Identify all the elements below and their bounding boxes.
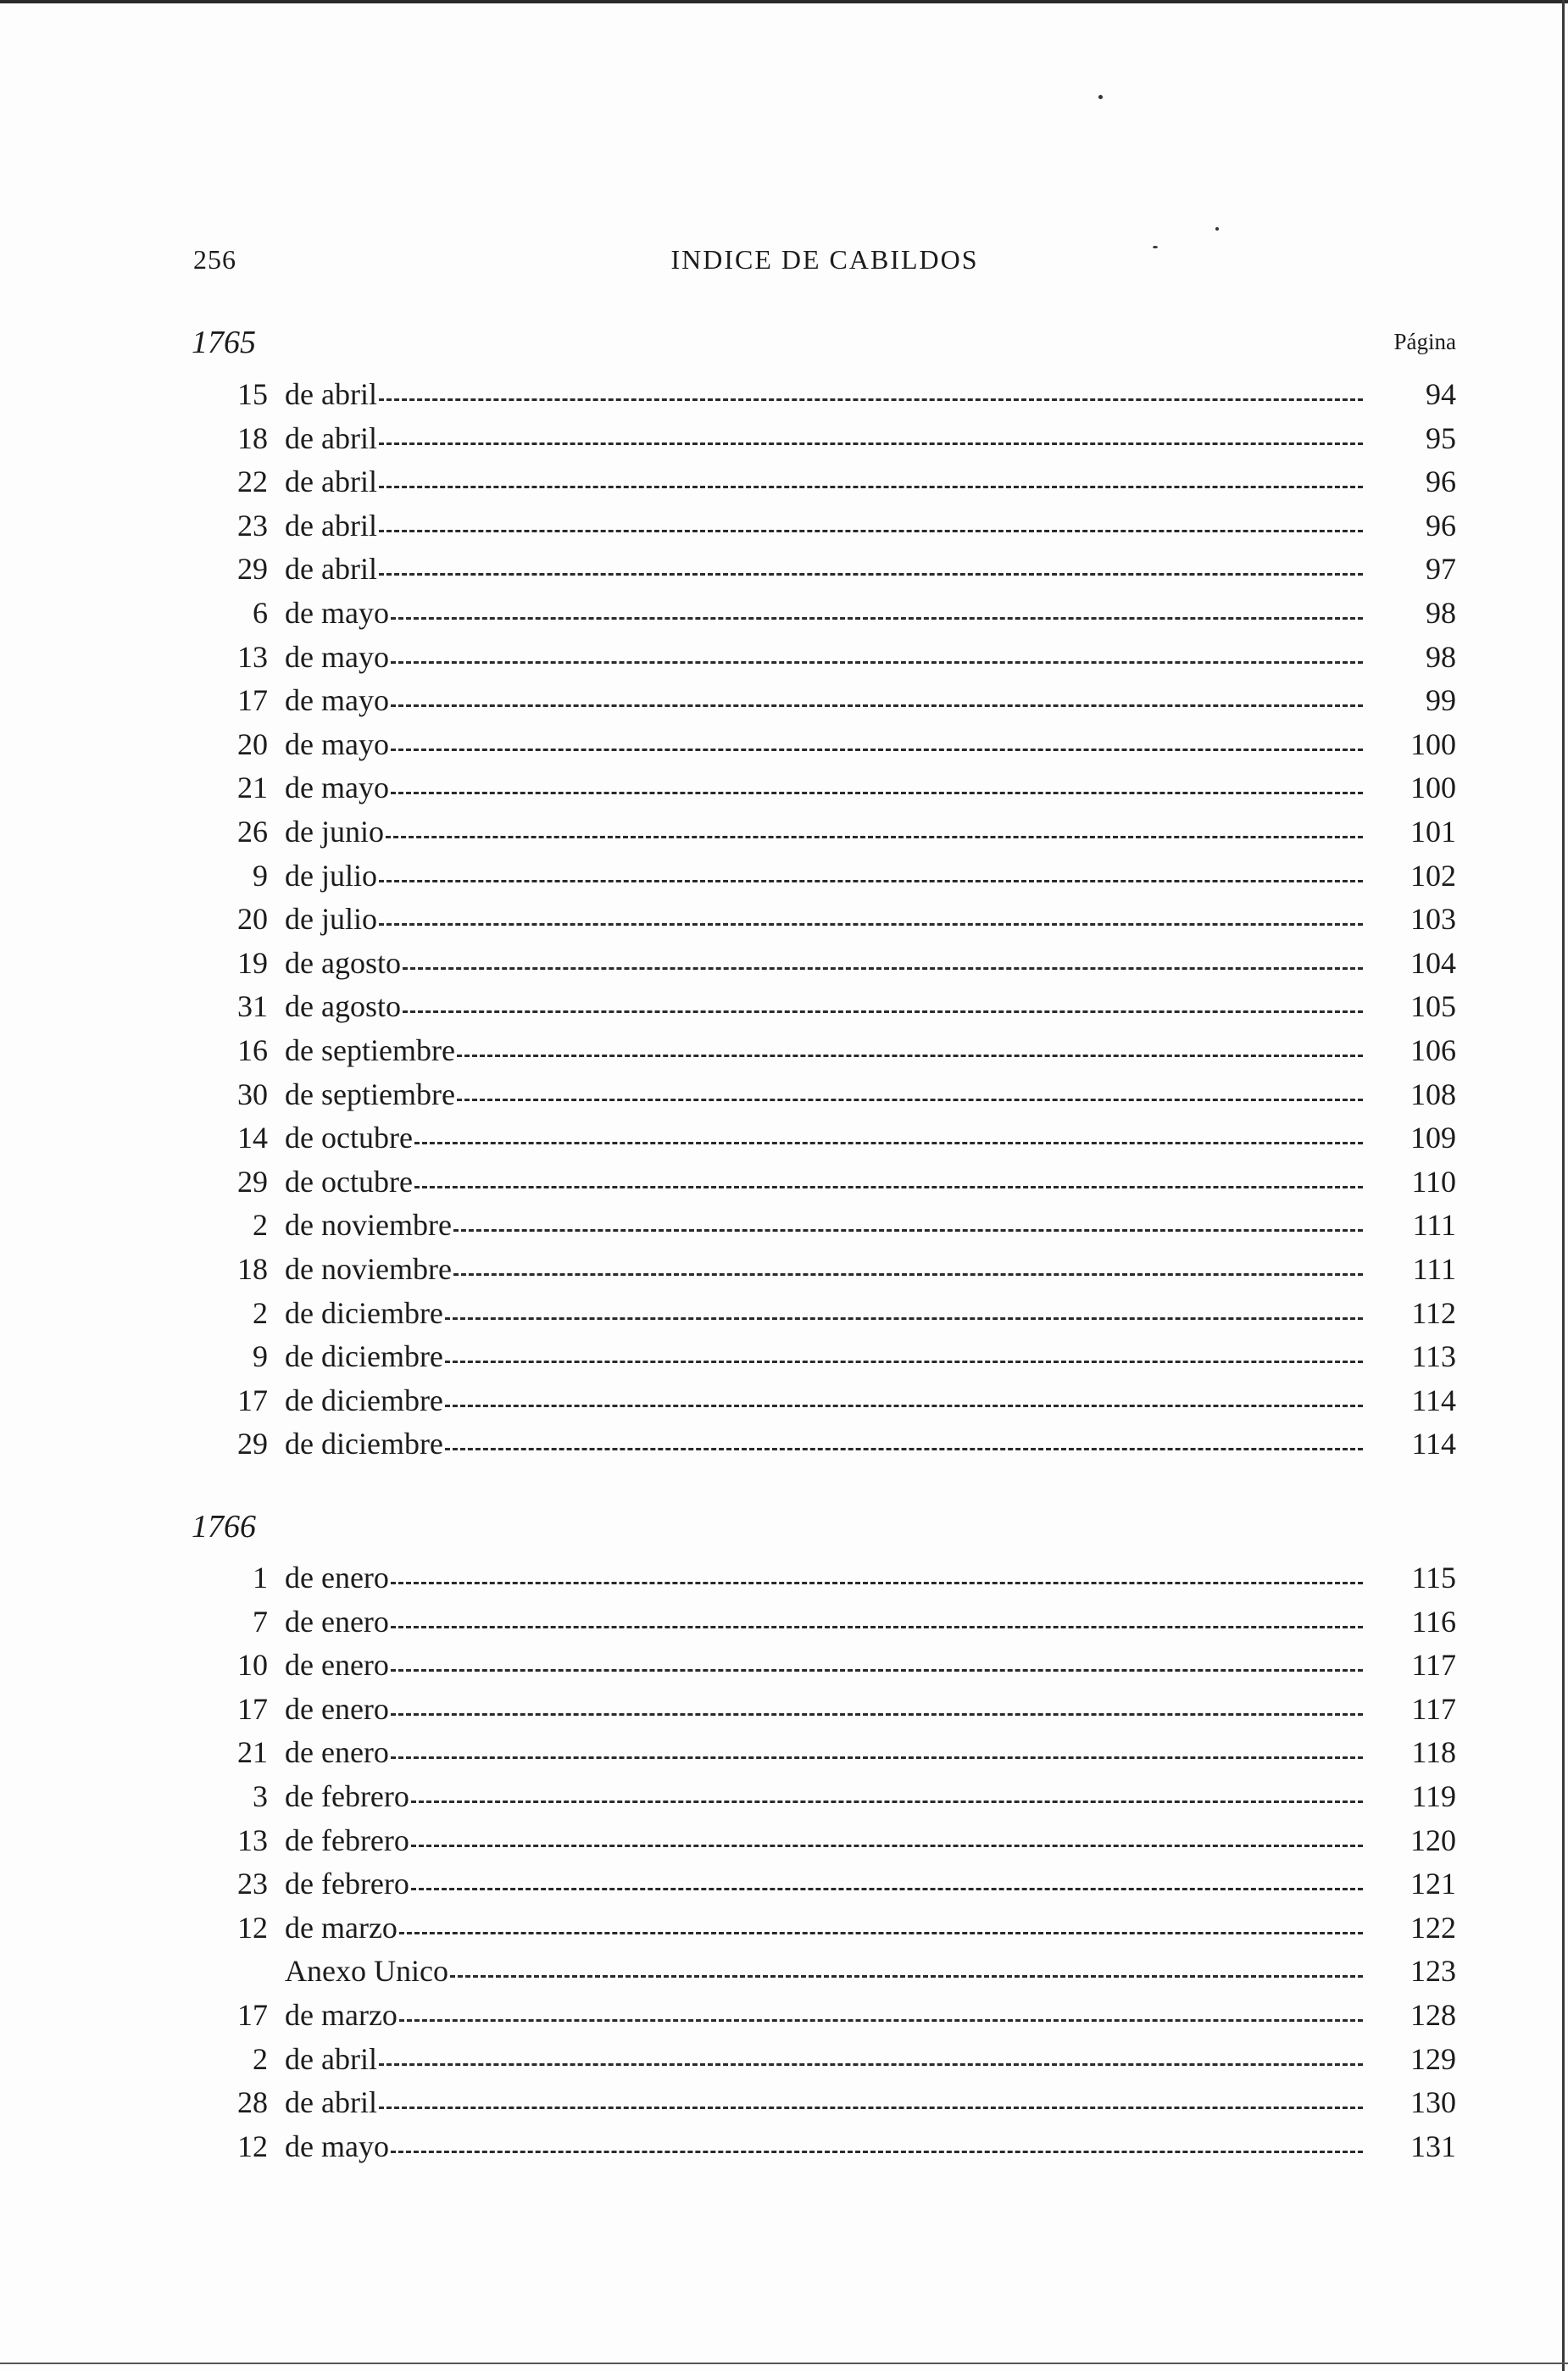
dot-leader <box>391 1582 1363 1584</box>
entry-day: 31 <box>237 989 268 1024</box>
entry-day: 17 <box>237 1998 268 2032</box>
entry-month: de abril <box>285 465 377 499</box>
dot-leader <box>391 661 1363 664</box>
entry-page-number: 99 <box>1426 683 1456 718</box>
dot-leader <box>403 967 1363 970</box>
scan-speck <box>1098 95 1103 99</box>
entry-day: 7 <box>253 1604 268 1639</box>
entry-day: 17 <box>237 683 268 718</box>
entry-month: de abril <box>285 420 377 455</box>
dot-leader <box>403 1010 1363 1013</box>
entry-month: de julio <box>285 858 377 893</box>
index-entry <box>193 417 1456 459</box>
entry-page-number: 131 <box>1410 2129 1456 2163</box>
index-entry <box>193 1248 1456 1290</box>
entry-page-number: 104 <box>1410 945 1456 980</box>
scan-speck <box>1215 227 1219 231</box>
entry-day: 21 <box>237 771 268 805</box>
entry-page-number: 94 <box>1426 377 1456 411</box>
dot-leader <box>379 398 1363 401</box>
dot-leader <box>391 1713 1363 1716</box>
dot-leader <box>391 1669 1363 1672</box>
dot-leader <box>379 573 1363 576</box>
year-heading: 1766 <box>192 1509 256 1544</box>
index-entry <box>193 1994 1456 2036</box>
index-entry <box>193 1160 1456 1203</box>
entry-month: de abril <box>285 2085 377 2120</box>
index-entry <box>193 723 1456 765</box>
scan-edge-top <box>0 0 1568 3</box>
index-entry <box>193 1556 1456 1599</box>
entry-page-number: 112 <box>1411 1295 1456 1330</box>
entry-month: de mayo <box>285 2129 389 2163</box>
index-entry <box>193 1819 1456 1862</box>
entry-month: de mayo <box>285 771 389 805</box>
entry-day: 2 <box>253 1295 268 1330</box>
index-entry <box>193 592 1456 634</box>
index-entry <box>193 1379 1456 1422</box>
year-heading: 1765 <box>192 325 256 360</box>
entry-month: de enero <box>285 1735 389 1770</box>
entry-month: de octubre <box>285 1121 413 1155</box>
entry-page-number: 105 <box>1410 989 1456 1024</box>
entry-day: 21 <box>237 1735 268 1770</box>
index-entry <box>193 1862 1456 1905</box>
entry-day: 30 <box>237 1077 268 1111</box>
entry-month: de diciembre <box>285 1383 443 1417</box>
entry-day: 29 <box>237 552 268 587</box>
dot-leader <box>386 836 1363 838</box>
index-entry <box>193 942 1456 984</box>
entry-day: 9 <box>253 1339 268 1374</box>
entry-month: de marzo <box>285 1998 398 2032</box>
dot-leader <box>457 1055 1363 1057</box>
entry-day: 6 <box>253 596 268 630</box>
entry-page-number: 130 <box>1410 2085 1456 2120</box>
entry-day: 29 <box>237 1427 268 1461</box>
entry-month: de febrero <box>285 1823 409 1857</box>
dot-leader <box>411 1888 1363 1890</box>
entry-month: de septiembre <box>285 1033 455 1067</box>
entry-page-number: 118 <box>1411 1735 1456 1770</box>
index-entry <box>193 460 1456 503</box>
dot-leader <box>379 486 1363 488</box>
dot-leader <box>379 442 1363 445</box>
entry-day: 16 <box>237 1033 268 1067</box>
index-entry <box>193 1600 1456 1643</box>
entry-day: 13 <box>237 1823 268 1857</box>
index-entry <box>193 1644 1456 1686</box>
entry-day: 26 <box>237 815 268 849</box>
entry-day: 23 <box>237 1867 268 1901</box>
entry-page-number: 101 <box>1410 815 1456 849</box>
entry-month: de febrero <box>285 1867 409 1901</box>
entry-page-number: 111 <box>1412 1208 1456 1243</box>
entry-page-number: 114 <box>1411 1427 1456 1461</box>
entry-page-number: 111 <box>1412 1252 1456 1286</box>
index-entry <box>193 1116 1456 1159</box>
entry-month: de abril <box>285 2041 377 2076</box>
entry-day: 10 <box>237 1648 268 1683</box>
dot-leader <box>411 1845 1363 1847</box>
entry-page-number: 122 <box>1410 1910 1456 1945</box>
entry-month: de diciembre <box>285 1295 443 1330</box>
entry-month: de noviembre <box>285 1252 452 1286</box>
index-entry <box>193 1906 1456 1949</box>
entry-month: de agosto <box>285 989 401 1024</box>
entry-page-number: 117 <box>1411 1648 1456 1683</box>
entry-month: de julio <box>285 902 377 937</box>
entry-month: de noviembre <box>285 1208 452 1243</box>
entry-month: de mayo <box>285 596 389 630</box>
entry-month: de septiembre <box>285 1077 455 1111</box>
dot-leader <box>450 1975 1363 1978</box>
dot-leader <box>379 923 1363 926</box>
dot-leader <box>453 1229 1363 1232</box>
entry-page-number: 121 <box>1410 1867 1456 1901</box>
entry-month: de enero <box>285 1604 389 1639</box>
entry-month: de mayo <box>285 639 389 674</box>
dot-leader <box>399 2019 1363 2022</box>
index-entry <box>193 636 1456 678</box>
index-entry <box>193 2038 1456 2080</box>
entry-day: 20 <box>237 726 268 761</box>
entry-page-number: 98 <box>1426 596 1456 630</box>
dot-leader <box>414 1186 1363 1188</box>
dot-leader <box>391 1626 1363 1628</box>
index-entry <box>193 1335 1456 1378</box>
index-entry <box>193 679 1456 721</box>
dot-leader <box>391 704 1363 707</box>
entry-month: Anexo Unico <box>285 1954 448 1989</box>
dot-leader <box>453 1273 1363 1276</box>
entry-day: 17 <box>237 1383 268 1417</box>
scan-edge-bottom <box>0 2363 1568 2364</box>
index-entry <box>193 1422 1456 1465</box>
index-entry <box>193 548 1456 590</box>
entry-page-number: 116 <box>1411 1604 1456 1639</box>
index-entry <box>193 1073 1456 1116</box>
entry-month: de marzo <box>285 1910 398 1945</box>
index-entry <box>193 504 1456 547</box>
entry-day: 15 <box>237 377 268 411</box>
index-entry <box>193 373 1456 415</box>
dot-leader <box>445 1317 1363 1320</box>
dot-leader <box>457 1099 1363 1101</box>
entry-day: 12 <box>237 2129 268 2163</box>
entry-month: de enero <box>285 1691 389 1726</box>
entry-day: 28 <box>237 2085 268 2120</box>
entry-day: 9 <box>253 858 268 893</box>
entry-month: de diciembre <box>285 1427 443 1461</box>
entry-month: de abril <box>285 508 377 543</box>
dot-leader <box>379 2063 1363 2066</box>
entry-page-number: 114 <box>1411 1383 1456 1417</box>
entry-month: de diciembre <box>285 1339 443 1374</box>
page-number: 256 <box>193 244 236 275</box>
scan-edge-right <box>1562 0 1565 2371</box>
dot-leader <box>445 1361 1363 1363</box>
dot-leader <box>379 2107 1363 2109</box>
entry-day: 20 <box>237 902 268 937</box>
index-entry <box>193 985 1456 1027</box>
entry-page-number: 128 <box>1410 1998 1456 2032</box>
page-title: INDICE DE CABILDOS <box>670 244 979 275</box>
entry-month: de mayo <box>285 726 389 761</box>
index-entry <box>193 1688 1456 1730</box>
entry-day: 14 <box>237 1121 268 1155</box>
index-entry <box>193 1950 1456 1992</box>
entry-page-number: 95 <box>1426 420 1456 455</box>
entry-day: 1 <box>253 1561 268 1595</box>
dot-leader <box>445 1405 1363 1407</box>
entry-day: 22 <box>237 465 268 499</box>
entry-page-number: 109 <box>1410 1121 1456 1155</box>
entry-day: 23 <box>237 508 268 543</box>
entry-page-number: 108 <box>1410 1077 1456 1111</box>
index-entry <box>193 898 1456 940</box>
page-column-label: Página <box>1393 329 1456 354</box>
index-entry <box>193 810 1456 853</box>
entry-page-number: 123 <box>1410 1954 1456 1989</box>
entry-page-number: 96 <box>1426 508 1456 543</box>
entry-page-number: 103 <box>1410 902 1456 937</box>
dot-leader <box>414 1142 1363 1144</box>
entry-page-number: 129 <box>1410 2041 1456 2076</box>
entry-page-number: 97 <box>1426 552 1456 587</box>
entry-month: de mayo <box>285 683 389 718</box>
dot-leader <box>379 880 1363 882</box>
entry-page-number: 120 <box>1410 1823 1456 1857</box>
index-entry <box>193 1775 1456 1817</box>
entry-page-number: 96 <box>1426 465 1456 499</box>
dot-leader <box>445 1448 1363 1450</box>
dot-leader <box>391 792 1363 794</box>
index-entry <box>193 2125 1456 2168</box>
dot-leader <box>391 749 1363 751</box>
dot-leader <box>391 2151 1363 2153</box>
entry-month: de abril <box>285 552 377 587</box>
entry-day: 19 <box>237 945 268 980</box>
entry-day: 17 <box>237 1691 268 1726</box>
index-entry <box>193 766 1456 809</box>
entry-page-number: 106 <box>1410 1033 1456 1067</box>
index-entry <box>193 1731 1456 1773</box>
dot-leader <box>391 1756 1363 1759</box>
entry-month: de agosto <box>285 945 401 980</box>
entry-day: 2 <box>253 2041 268 2076</box>
dot-leader <box>379 530 1363 532</box>
entry-day: 3 <box>253 1779 268 1813</box>
index-entry <box>193 854 1456 897</box>
index-entry <box>193 1292 1456 1334</box>
index-entry <box>193 2081 1456 2123</box>
entry-day: 29 <box>237 1164 268 1199</box>
running-header <box>193 244 1456 278</box>
entry-month: de enero <box>285 1648 389 1683</box>
entry-month: de junio <box>285 815 384 849</box>
entry-page-number: 98 <box>1426 639 1456 674</box>
dot-leader <box>411 1801 1363 1803</box>
entry-day: 12 <box>237 1910 268 1945</box>
entry-page-number: 119 <box>1411 1779 1456 1813</box>
entry-page-number: 100 <box>1410 726 1456 761</box>
entry-page-number: 100 <box>1410 771 1456 805</box>
entry-month: de febrero <box>285 1779 409 1813</box>
index-entry <box>193 1204 1456 1246</box>
entry-page-number: 113 <box>1411 1339 1456 1374</box>
dot-leader <box>391 617 1363 620</box>
dot-leader <box>399 1932 1363 1934</box>
entry-page-number: 102 <box>1410 858 1456 893</box>
entry-month: de abril <box>285 377 377 411</box>
entry-page-number: 110 <box>1411 1164 1456 1199</box>
index-entry <box>193 1029 1456 1071</box>
entry-month: de enero <box>285 1561 389 1595</box>
entry-page-number: 115 <box>1411 1561 1456 1595</box>
entry-page-number: 117 <box>1411 1691 1456 1726</box>
entry-day: 18 <box>237 420 268 455</box>
entry-month: de octubre <box>285 1164 413 1199</box>
entry-day: 13 <box>237 639 268 674</box>
entry-day: 2 <box>253 1208 268 1243</box>
entry-day: 18 <box>237 1252 268 1286</box>
